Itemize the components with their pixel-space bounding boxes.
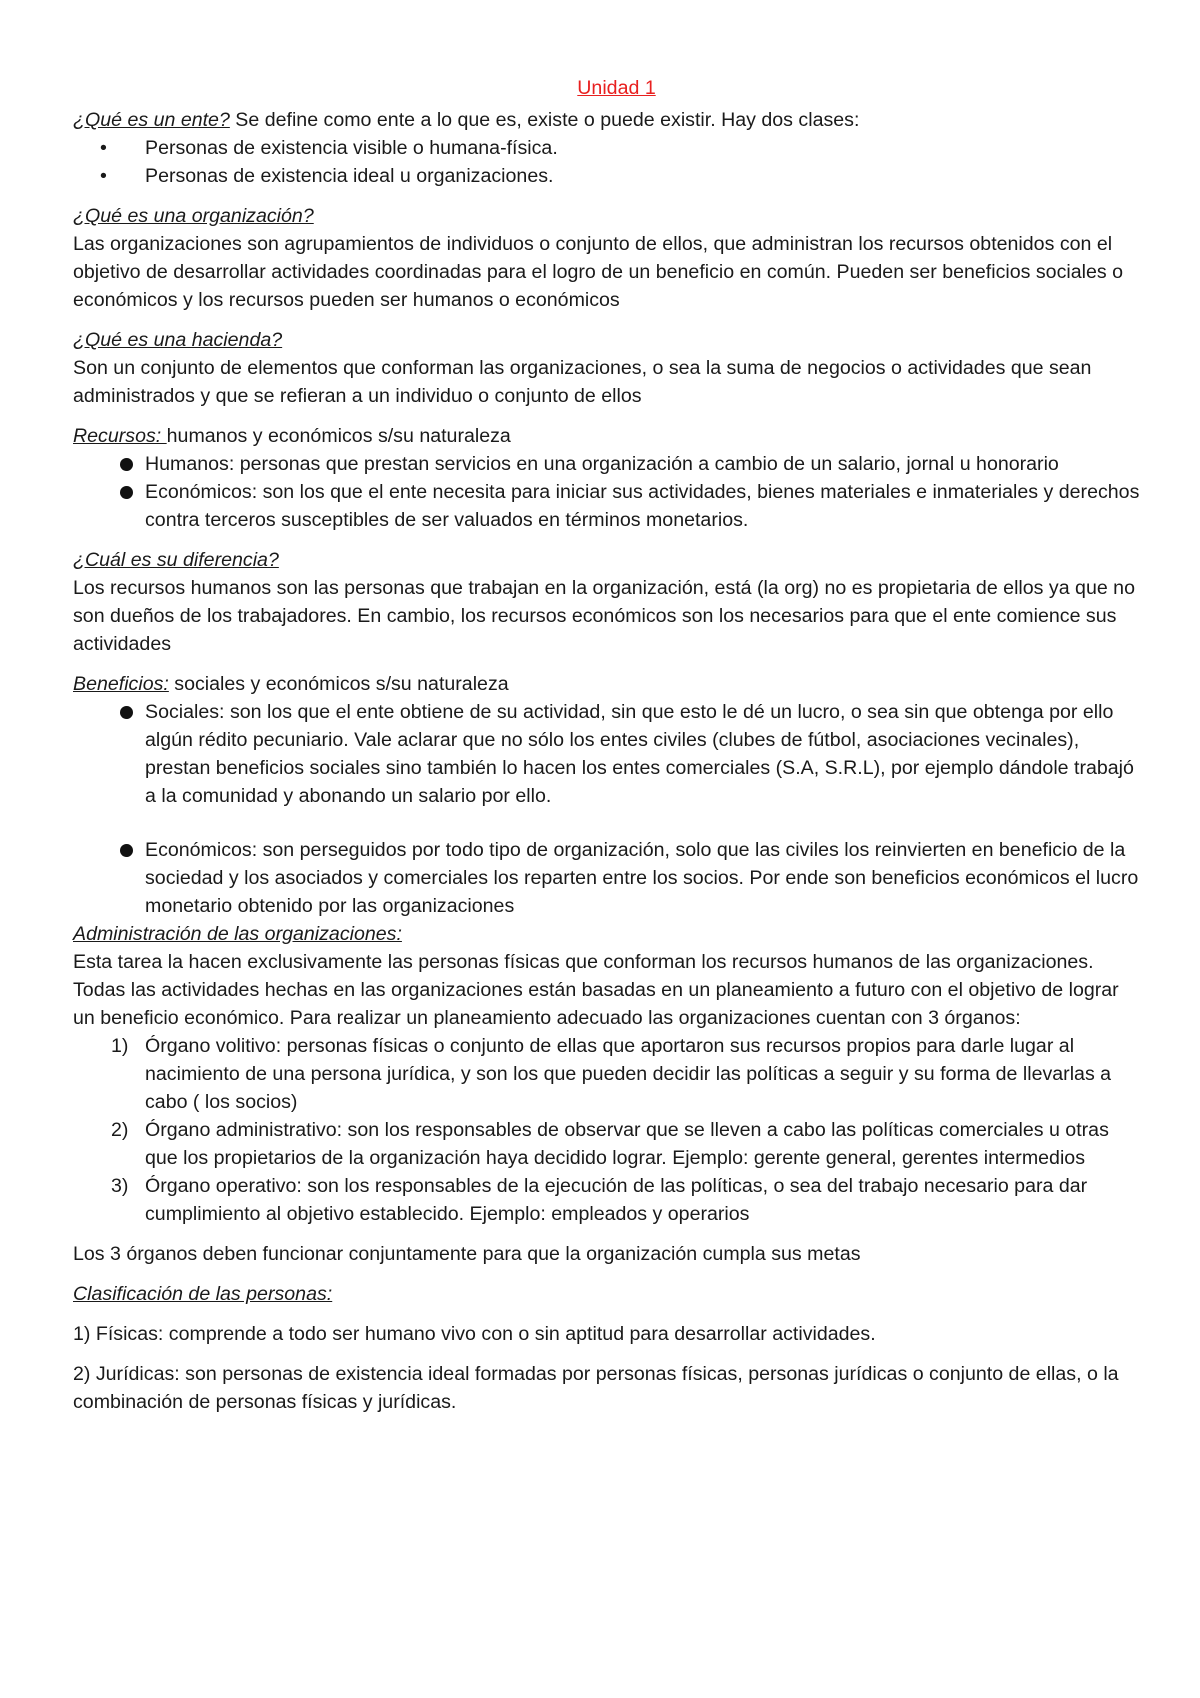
ente-text: Se define como ente a lo que es, existe o puede existir. Hay dos clases: — [229, 109, 860, 131]
item-text: Órgano volitivo: personas físicas o conjunto de ellas que aportaron sus recursos propios para darle lugar al nacimiento de una persona jurídica, y son los que pueden decidir las políticas a seguir y su forma de llevarlas a cabo ( los socios) — [145, 1035, 1112, 1113]
clasificacion-heading: Clasificación de las personas: — [73, 1283, 333, 1305]
hacienda-text: Son un conjunto de elementos que conforman las organizaciones, o sea la suma de negocios o actividades que sean administrados y que se refieran a un individuo o conjunto de ellos — [73, 357, 1092, 407]
clasificacion-fisicas: 1) Físicas: comprende a todo ser humano vivo con o sin aptitud para desarrollar actividades. — [73, 1323, 876, 1345]
list-item: • Personas de existencia visible o humana-física. — [73, 134, 1140, 162]
ente-paragraph — [73, 106, 1140, 134]
item-number: 3) — [111, 1175, 129, 1197]
list-item: Económicos: son perseguidos por todo tipo de organización, solo que las civiles los reinvierten en beneficio de la sociedad y los asociados y comerciales los reparten entre los socios. Por ende son beneficios económicos el lucro monetario obtenido por las organizaciones — [73, 836, 1140, 920]
list-item: Sociales: son los que el ente obtiene de su actividad, sin que esto le dé un lucro, o sea sin que obtenga por ello algún rédito pecuniario. Vale aclarar que no sólo los entes civiles (clubes de fútbol, asociaciones vecinales), prestan beneficios sociales sino también lo hacen los entes comerciales (S.A, S.R.L), por ejemplo dándole trabajó a la comunidad y abonando un salario por ello. — [73, 698, 1140, 810]
list-item: Humanos: personas que prestan servicios en una organización a cambio de un salario, jornal u honorario — [73, 450, 1140, 478]
organizacion-question: ¿Qué es una organización? — [73, 205, 314, 227]
administracion-conclusion: Los 3 órganos deben funcionar conjuntamente para que la organización cumpla sus metas — [73, 1243, 861, 1265]
section-diferencia — [73, 546, 1140, 658]
beneficios-text: sociales y económicos s/su naturaleza — [168, 673, 509, 695]
recursos-text: humanos y económicos s/su naturaleza — [166, 425, 511, 447]
item-number: 2) — [111, 1119, 129, 1141]
ente-list — [73, 134, 1140, 190]
recursos-list — [73, 450, 1140, 534]
organos-list — [73, 1032, 1140, 1228]
recursos-paragraph — [73, 422, 1140, 450]
section-recursos — [73, 422, 1140, 534]
section-organizacion — [73, 202, 1140, 314]
list-item — [73, 1032, 1140, 1116]
ente-question: ¿Qué es un ente? — [73, 109, 230, 131]
item-number: 1) — [111, 1035, 129, 1057]
beneficios-list — [73, 698, 1140, 920]
section-administracion — [73, 920, 1140, 1268]
diferencia-question: ¿Cuál es su diferencia? — [73, 549, 279, 571]
list-item: • Personas de existencia ideal u organizaciones. — [73, 162, 1140, 190]
recursos-heading: Recursos: — [73, 425, 167, 447]
section-beneficios — [73, 670, 1140, 920]
administracion-heading: Administración de las organizaciones: — [73, 923, 402, 945]
organizacion-text: Las organizaciones son agrupamientos de individuos o conjunto de ellos, que administran los recursos obtenidos con el objetivo de desarrollar actividades coordinadas para el logro de un beneficio en común. Pueden ser beneficios sociales o económicos y los recursos pueden ser humanos o económicos — [73, 233, 1124, 311]
administracion-text: Esta tarea la hacen exclusivamente las personas físicas que conforman los recursos humanos de las organizaciones. Todas las actividades hechas en las organizaciones están basadas en un planeamiento a futuro con el objetivo de lograr un beneficio económico. Para realizar un planeamiento adecuado las organizaciones cuentan con 3 órganos: — [73, 951, 1119, 1029]
clasificacion-juridicas: 2) Jurídicas: son personas de existencia ideal formadas por personas físicas, personas jurídicas o conjunto de ellas, o la combinación de personas físicas y jurídicas. — [73, 1363, 1119, 1413]
section-ente — [73, 106, 1140, 190]
page-title: Unidad 1 — [577, 77, 656, 99]
hacienda-question: ¿Qué es una hacienda? — [73, 329, 283, 351]
section-clasificacion — [73, 1280, 1140, 1416]
diferencia-text: Los recursos humanos son las personas que trabajan en la organización, está (la org) no es propietaria de ellos ya que no son dueños de los trabajadores. En cambio, los recursos económicos son los necesarios para que el ente comience sus actividades — [73, 577, 1135, 655]
item-text: Órgano operativo: son los responsables de la ejecución de las políticas, o sea del trabajo necesario para dar cumplimiento al objetivo establecido. Ejemplo: empleados y operarios — [145, 1175, 1088, 1225]
list-item: Económicos: son los que el ente necesita para iniciar sus actividades, bienes materiales e inmateriales y derechos contra terceros susceptibles de ser valuados en términos monetarios. — [73, 478, 1140, 534]
beneficios-heading: Beneficios: — [73, 673, 169, 695]
list-item — [73, 1116, 1140, 1172]
section-hacienda — [73, 326, 1140, 410]
list-item — [73, 1172, 1140, 1228]
beneficios-paragraph — [73, 670, 1140, 698]
item-text: Órgano administrativo: son los responsables de observar que se lleven a cabo las políticas comerciales u otras que los propietarios de la organización haya decidido lograr. Ejemplo: gerente general, gerentes intermedios — [145, 1119, 1109, 1169]
